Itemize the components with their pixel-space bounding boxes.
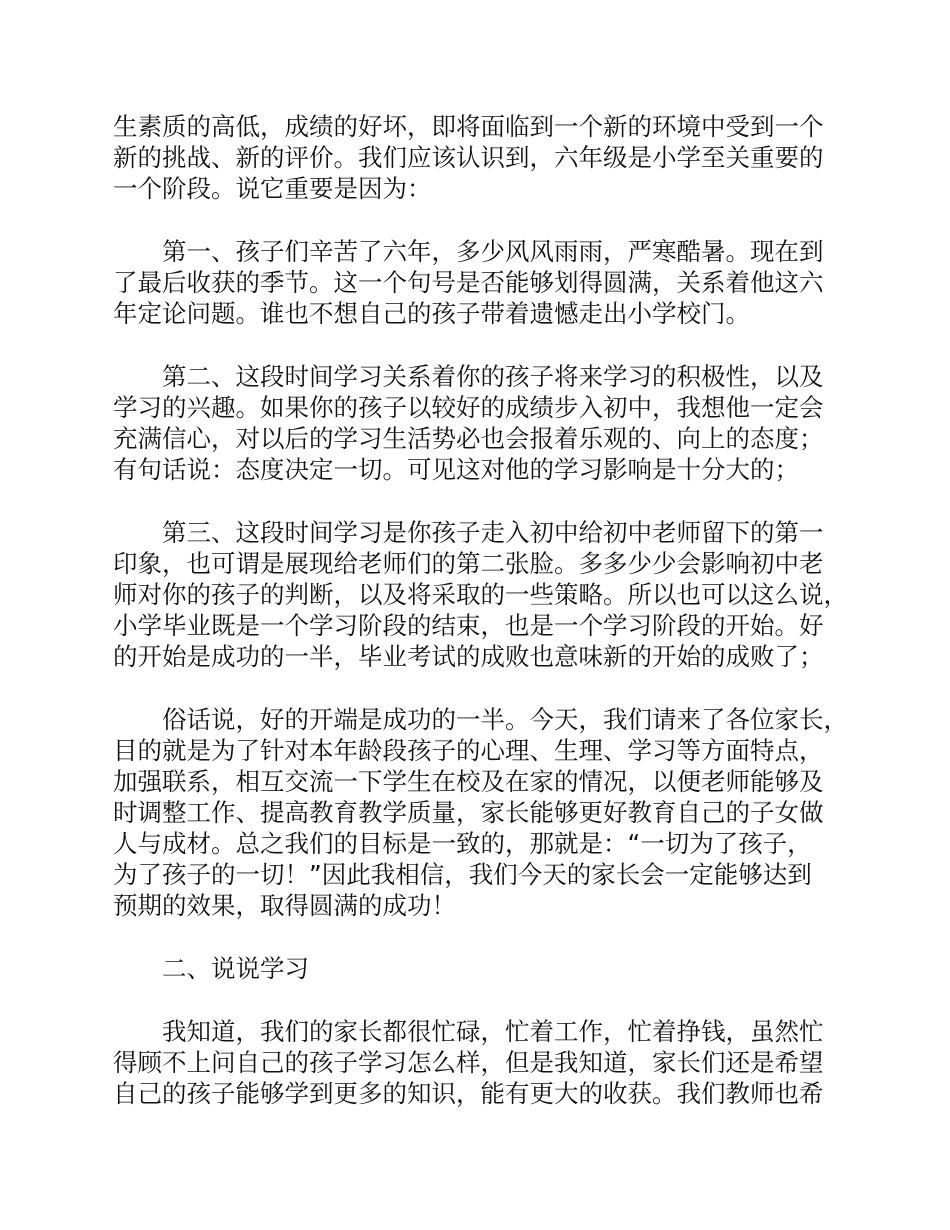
- paragraph-gap: [113, 329, 843, 361]
- text-line: 我知道，我们的家长都很忙碌，忙着工作，忙着挣钱，虽然忙: [162, 1017, 824, 1046]
- text-line: 得顾不上问自己的孩子学习怎么样，但是我知道，家长们还是希望: [113, 1048, 824, 1077]
- paragraph: [113, 1016, 843, 1109]
- text-line: 有句话说：态度决定一切。可见这对他的学习影响是十分大的；: [113, 455, 799, 484]
- text-line: 年定论问题。谁也不想自己的孩子带着遗憾走出小学校门。: [113, 299, 750, 328]
- text-line: 了最后收获的季节。这一个句号是否能够划得圆满，关系着他这六: [113, 268, 824, 297]
- text-line: 人与成材。总之我们的目标是一致的，那就是：“一切为了孩子，: [113, 829, 812, 858]
- text-line: 的开始是成功的一半，毕业考试的成败也意味新的开始的成败了；: [113, 642, 824, 671]
- text-line: 生素质的高低，成绩的好坏，即将面临到一个新的环境中受到一个: [113, 112, 824, 141]
- paragraph-gap: [113, 921, 843, 953]
- document-page: [113, 111, 848, 1109]
- paragraph-gap: [113, 672, 843, 704]
- paragraph: [113, 953, 843, 984]
- text-line: 自己的孩子能够学到更多的知识，能有更大的收获。我们教师也希: [113, 1079, 824, 1108]
- paragraph: [113, 236, 843, 329]
- text-line: 俗话说，好的开端是成功的一半。今天，我们请来了各位家长，: [162, 705, 848, 734]
- text-line: 新的挑战、新的评价。我们应该认识到，六年级是小学至关重要的: [113, 143, 824, 172]
- paragraph-gap: [113, 485, 843, 517]
- paragraph: [113, 111, 843, 204]
- text-line: 一个阶段。说它重要是因为：: [113, 174, 432, 203]
- text-line: 时调整工作、提高教育教学质量，家长能够更好教育自己的子女做: [113, 798, 824, 827]
- text-line: 二、说说学习: [162, 954, 309, 983]
- paragraph: [113, 361, 843, 485]
- text-line: 印象，也可谓是展现给老师们的第二张脸。多多少少会影响初中老: [113, 549, 824, 578]
- text-line: 为了孩子的一切！”因此我相信，我们今天的家长会一定能够达到: [113, 860, 812, 889]
- text-line: 目的就是为了针对本年龄段孩子的心理、生理、学习等方面特点，: [113, 736, 824, 765]
- text-line: 第二、这段时间学习关系着你的孩子将来学习的积极性，以及: [162, 362, 824, 391]
- paragraph-gap: [113, 204, 843, 236]
- paragraph: [113, 704, 848, 921]
- paragraph: [113, 517, 848, 672]
- text-line: 第一、孩子们辛苦了六年，多少风风雨雨，严寒酷暑。现在到: [162, 237, 824, 266]
- paragraph-gap: [113, 984, 843, 1016]
- text-line: 预期的效果，取得圆满的成功！: [113, 891, 456, 920]
- text-line: 学习的兴趣。如果你的孩子以较好的成绩步入初中，我想他一定会: [113, 393, 824, 422]
- text-line: 充满信心，对以后的学习生活势必也会报着乐观的、向上的态度；: [113, 424, 824, 453]
- text-line: 师对你的孩子的判断，以及将采取的一些策略。所以也可以这么说，: [113, 580, 848, 609]
- text-line: 小学毕业既是一个学习阶段的结束，也是一个学习阶段的开始。好: [113, 611, 824, 640]
- text-line: 加强联系，相互交流一下学生在校及在家的情况，以便老师能够及: [113, 767, 824, 796]
- text-line: 第三、这段时间学习是你孩子走入初中给初中老师留下的第一: [162, 518, 824, 547]
